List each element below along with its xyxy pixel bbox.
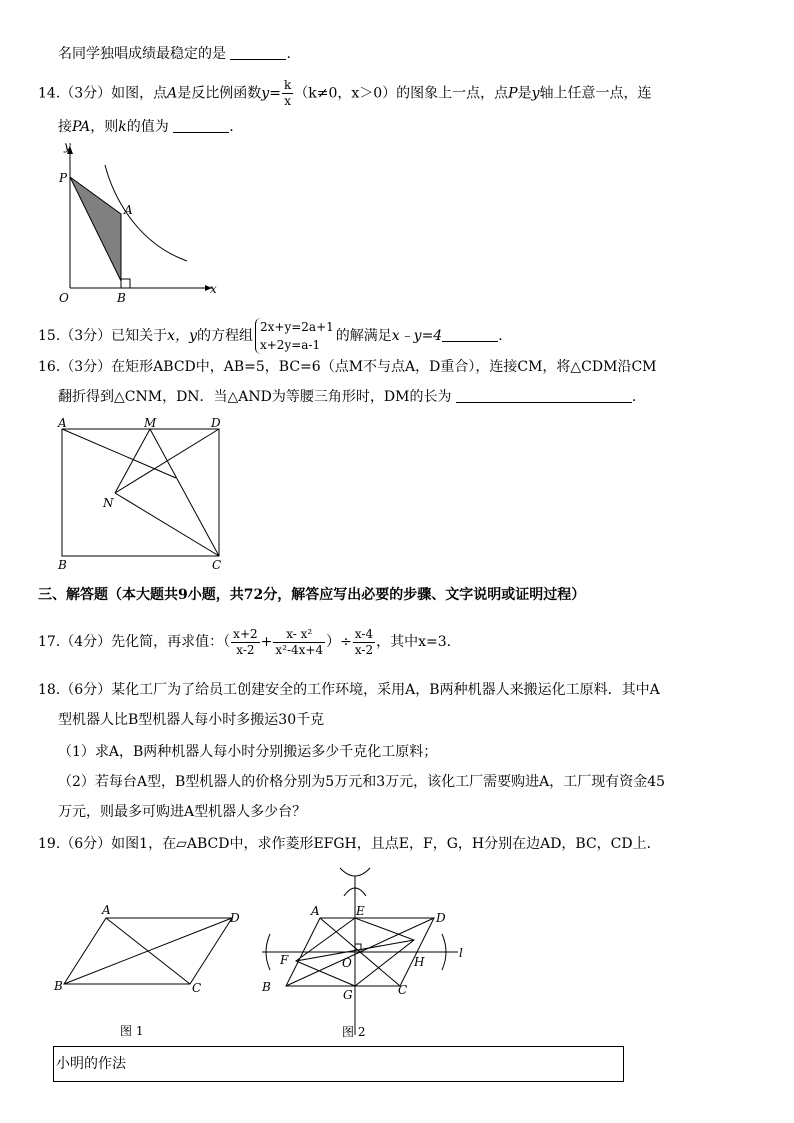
- q19-line1: 19.（6分）如图1，在▱ABCD中，求作菱形EFGH，且点E，F，G，H分别在边AD，BC，CD上．: [38, 836, 661, 852]
- q14-fig-a-label: A: [124, 203, 133, 217]
- fig2-caption: 图 2: [342, 1025, 366, 1039]
- method-box-label: 小明的作法: [56, 1056, 126, 1072]
- q17-number: 17.（4分）先化简，再求值：: [38, 634, 224, 650]
- fig2-a-label: A: [311, 904, 320, 918]
- q18-line3: （1）求A，B两种机器人每小时分别搬运多少千克化工原料；: [58, 744, 438, 760]
- q17-f1-num: x+2: [233, 626, 258, 641]
- q18-line4: （2）若每台A型，B型机器人的价格分别为5万元和3万元，该化工厂需要购进A，工厂现有资金45: [58, 774, 666, 790]
- q17-tail: ，其中x=3.: [376, 634, 452, 650]
- q16-fig-n-label: N: [103, 496, 114, 510]
- q14-point-p: P: [508, 85, 518, 102]
- q17-f2-num: x- x²: [273, 627, 325, 643]
- q15-text2: 的解满足: [335, 328, 392, 344]
- q15-equation-system: [255, 318, 334, 354]
- q14-condition: （k≠0，x＞0）的图象上一点，点: [294, 85, 509, 102]
- section-3-heading: 三、解答题（本大题共9小题，共72分，解答应写出必要的步骤、文字说明或证明过程）: [38, 587, 586, 603]
- fig2-c-label: C: [398, 983, 408, 997]
- q18-line5: 万元，则最多可购进A型机器人多少台？: [58, 804, 307, 820]
- q15-text: 的方程组: [196, 328, 253, 344]
- q18-line1: 18.（6分）某化工厂为了给员工创建安全的工作环境，采用A，B两种机器人来搬运化工原料．其中A: [38, 682, 660, 698]
- q17-lparen: （: [223, 634, 231, 650]
- q13-period: .: [286, 46, 291, 62]
- q17-plus: +: [260, 634, 273, 650]
- q16-answer-blank[interactable]: [456, 388, 632, 403]
- q16-figure: [50, 415, 240, 575]
- q14-fig-x-label: x: [210, 282, 217, 296]
- q14-line2: [58, 117, 234, 137]
- q13-answer-blank[interactable]: [230, 45, 286, 60]
- q17-fraction-2: [273, 627, 325, 658]
- fig2-h-label: H: [414, 955, 425, 969]
- q14-fig-o-label: O: [59, 291, 69, 305]
- fig2-e-label: E: [356, 904, 365, 918]
- q15-xy: x，y: [167, 328, 197, 344]
- q14-text4: ，则: [90, 119, 119, 135]
- fig1-a-label: A: [102, 903, 111, 917]
- method-box: [53, 1046, 624, 1082]
- fig1-c-label: C: [192, 981, 202, 995]
- q15-answer-blank[interactable]: [442, 327, 498, 342]
- fig2-f-label: F: [280, 953, 289, 967]
- q15-condition: x﹣y=4: [391, 328, 443, 344]
- q14-eq: =: [269, 85, 281, 102]
- q14-period: .: [229, 119, 234, 135]
- q16-period: .: [631, 389, 637, 405]
- q17-div: ÷: [340, 634, 352, 650]
- q14-k: k: [118, 119, 127, 135]
- q14-frac-num: k: [283, 78, 292, 92]
- q15-number: 15.（3分）已知关于: [38, 328, 168, 344]
- q15-eq2: x+2y=a-1: [259, 338, 321, 352]
- q16-fig-a-label: A: [58, 416, 67, 430]
- q15-eq1: 2x+y=2a+1: [259, 320, 334, 334]
- q14-fig-p-label: P: [59, 171, 68, 185]
- q14-fig-y-label: y: [64, 139, 71, 153]
- q13-tail: [58, 44, 291, 64]
- q14-number: 14.（3分）如图，点: [38, 85, 168, 102]
- q14-text2: 是: [517, 85, 532, 102]
- q17-f1-den: x-2: [236, 642, 255, 657]
- q14-text5: 的值为: [126, 119, 169, 135]
- fig2-g-label: G: [343, 988, 353, 1002]
- q14-line1: [38, 78, 652, 109]
- q16-line2: [58, 387, 636, 407]
- q17-fraction-1: [231, 627, 259, 658]
- q16-fig-b-label: B: [58, 558, 67, 572]
- fig1-b-label: B: [54, 979, 63, 993]
- q14-line2-text: 接: [58, 119, 72, 135]
- q14-figure: [50, 140, 230, 305]
- q14-point-a: A: [167, 85, 178, 102]
- fig2-o-label: O: [342, 956, 352, 970]
- q17-fraction-3: [353, 627, 375, 658]
- q15-period: .: [498, 328, 503, 344]
- q17-f3-den: x-2: [354, 642, 374, 657]
- q14-text: 是反比例函数: [177, 85, 262, 102]
- q17-f3-num: x-4: [354, 626, 374, 641]
- q17-line: [38, 622, 451, 662]
- q14-fig-b-label: B: [117, 291, 126, 305]
- q14-y-axis: y: [531, 85, 540, 102]
- q14-answer-blank[interactable]: [173, 118, 229, 133]
- q16-fig-m-label: M: [144, 416, 157, 430]
- fig1-caption: 图 1: [120, 1024, 144, 1038]
- q14-frac-den: x: [284, 94, 291, 108]
- q19-figure-1: [50, 900, 250, 1045]
- q14-text3: 轴上任意一点，连: [539, 85, 652, 102]
- q17-f2-den: x²-4x+4: [275, 642, 324, 657]
- q18-line2: 型机器人比B型机器人每小时多搬运30千克: [58, 712, 325, 728]
- q16-line2-text: 翻折得到△CNM，DN．当△AND为等腰三角形时，DM的长为: [58, 389, 452, 405]
- fig1-d-label: D: [230, 911, 240, 925]
- q13-text: 名同学独唱成绩最稳定的是: [58, 46, 226, 62]
- q17-rparen: ）: [326, 634, 341, 650]
- q16-fig-d-label: D: [211, 416, 221, 430]
- q16-fig-c-label: C: [212, 558, 222, 572]
- q15-line: [38, 318, 503, 354]
- q14-fraction: [282, 78, 293, 109]
- fig2-l-label: l: [459, 946, 463, 960]
- q14-y: y: [261, 85, 270, 102]
- q19-figure-2: [256, 860, 486, 1045]
- fig2-b-label: B: [262, 980, 271, 994]
- q16-line1: 16.（3分）在矩形ABCD中，AB=5，BC=6（点M不与点A，D重合），连接CM，将△CDM沿CM: [38, 359, 657, 375]
- q14-pa: PA: [72, 119, 91, 135]
- fig2-d-label: D: [436, 911, 446, 925]
